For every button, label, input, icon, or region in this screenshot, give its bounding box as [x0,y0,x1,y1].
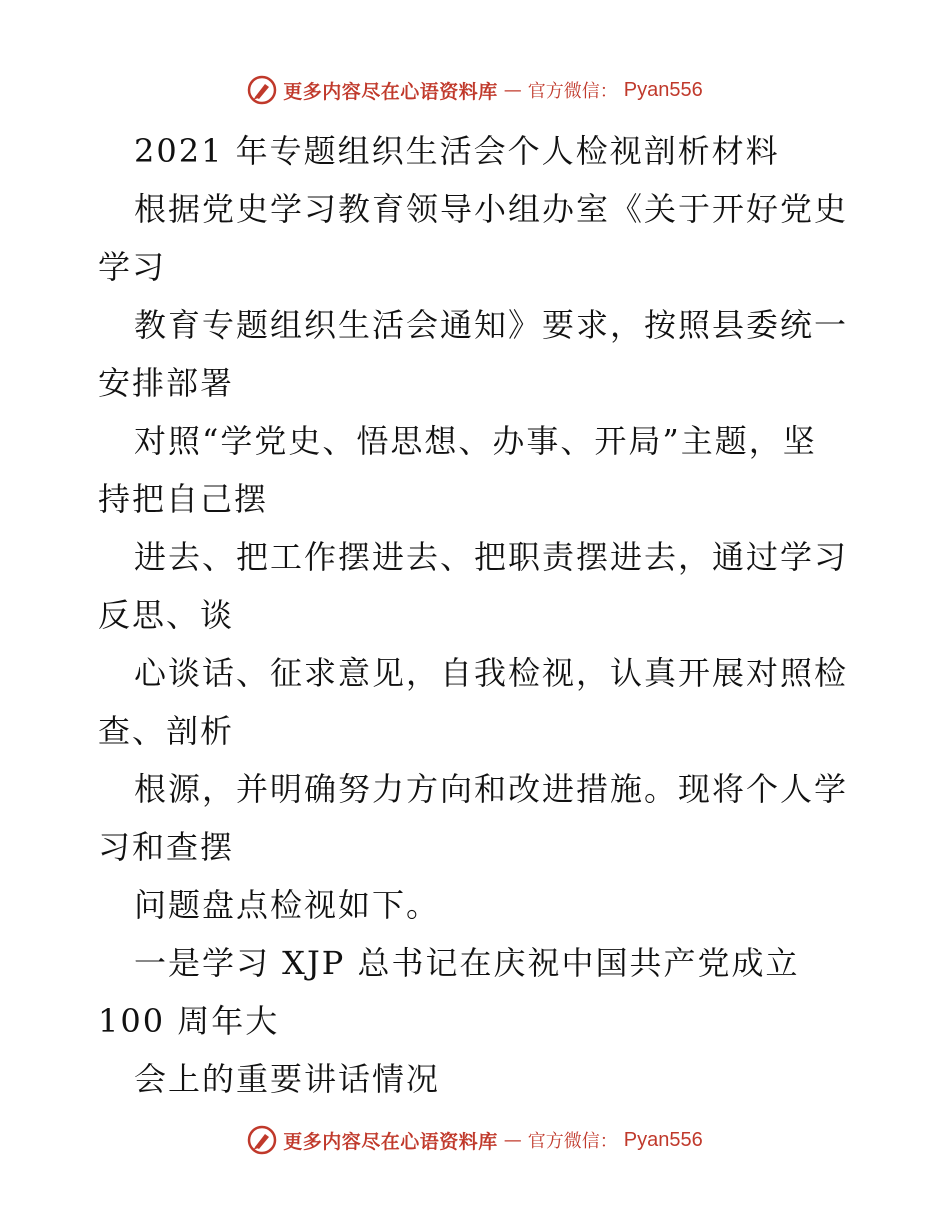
section-heading-line: 一是学习 XJP 总书记在庆祝中国共产党成立 [134,944,800,982]
paragraph-line: 根据党史学习教育领导小组办室《关于开好党史 [134,190,849,228]
document-title: 2021 年专题组织生活会个人检视剖析材料 [134,132,780,170]
paragraph-line: 反思、谈 [98,596,235,634]
banner-main-text: 更多内容尽在心语资料库 [283,80,498,103]
banner-wechat-label: 官方微信： [527,81,618,102]
paragraph-line: 根源，并明确努力方向和改进措施。现将个人学 [134,770,849,808]
banner-wechat-id: Pyan556 [623,78,703,101]
paragraph-line: 进去、把工作摆进去、把职责摆进去，通过学习 [134,538,849,576]
paragraph-line: 持把自己摆 [98,480,269,518]
banner-dash: — [503,79,522,101]
section-heading-line: 100 周年大 [98,1002,280,1040]
banner-main-text: 更多内容尽在心语资料库 [283,1130,498,1153]
paragraph-line: 对照“学党史、悟思想、办事、开局”主题，坚 [134,422,817,460]
banner-dash: — [503,1129,522,1151]
paragraph-line: 学习 [98,248,167,286]
section-heading-line: 会上的重要讲话情况 [134,1060,441,1098]
paragraph-line: 教育专题组织生活会通知》要求，按照县委统一 [134,306,849,344]
document-body [98,122,858,1108]
pen-nib-icon [247,1125,277,1155]
pen-nib-icon [247,75,277,105]
paragraph-line: 查、剖析 [98,712,235,750]
header-banner [0,70,950,110]
footer-banner [0,1120,950,1160]
banner-wechat-id: Pyan556 [623,1128,703,1151]
banner-wechat-label: 官方微信： [527,1131,618,1152]
paragraph-line: 问题盘点检视如下。 [134,886,441,924]
paragraph-line: 习和查摆 [98,828,235,866]
paragraph-line: 安排部署 [98,364,235,402]
paragraph-line: 心谈话、征求意见，自我检视，认真开展对照检 [134,654,849,692]
